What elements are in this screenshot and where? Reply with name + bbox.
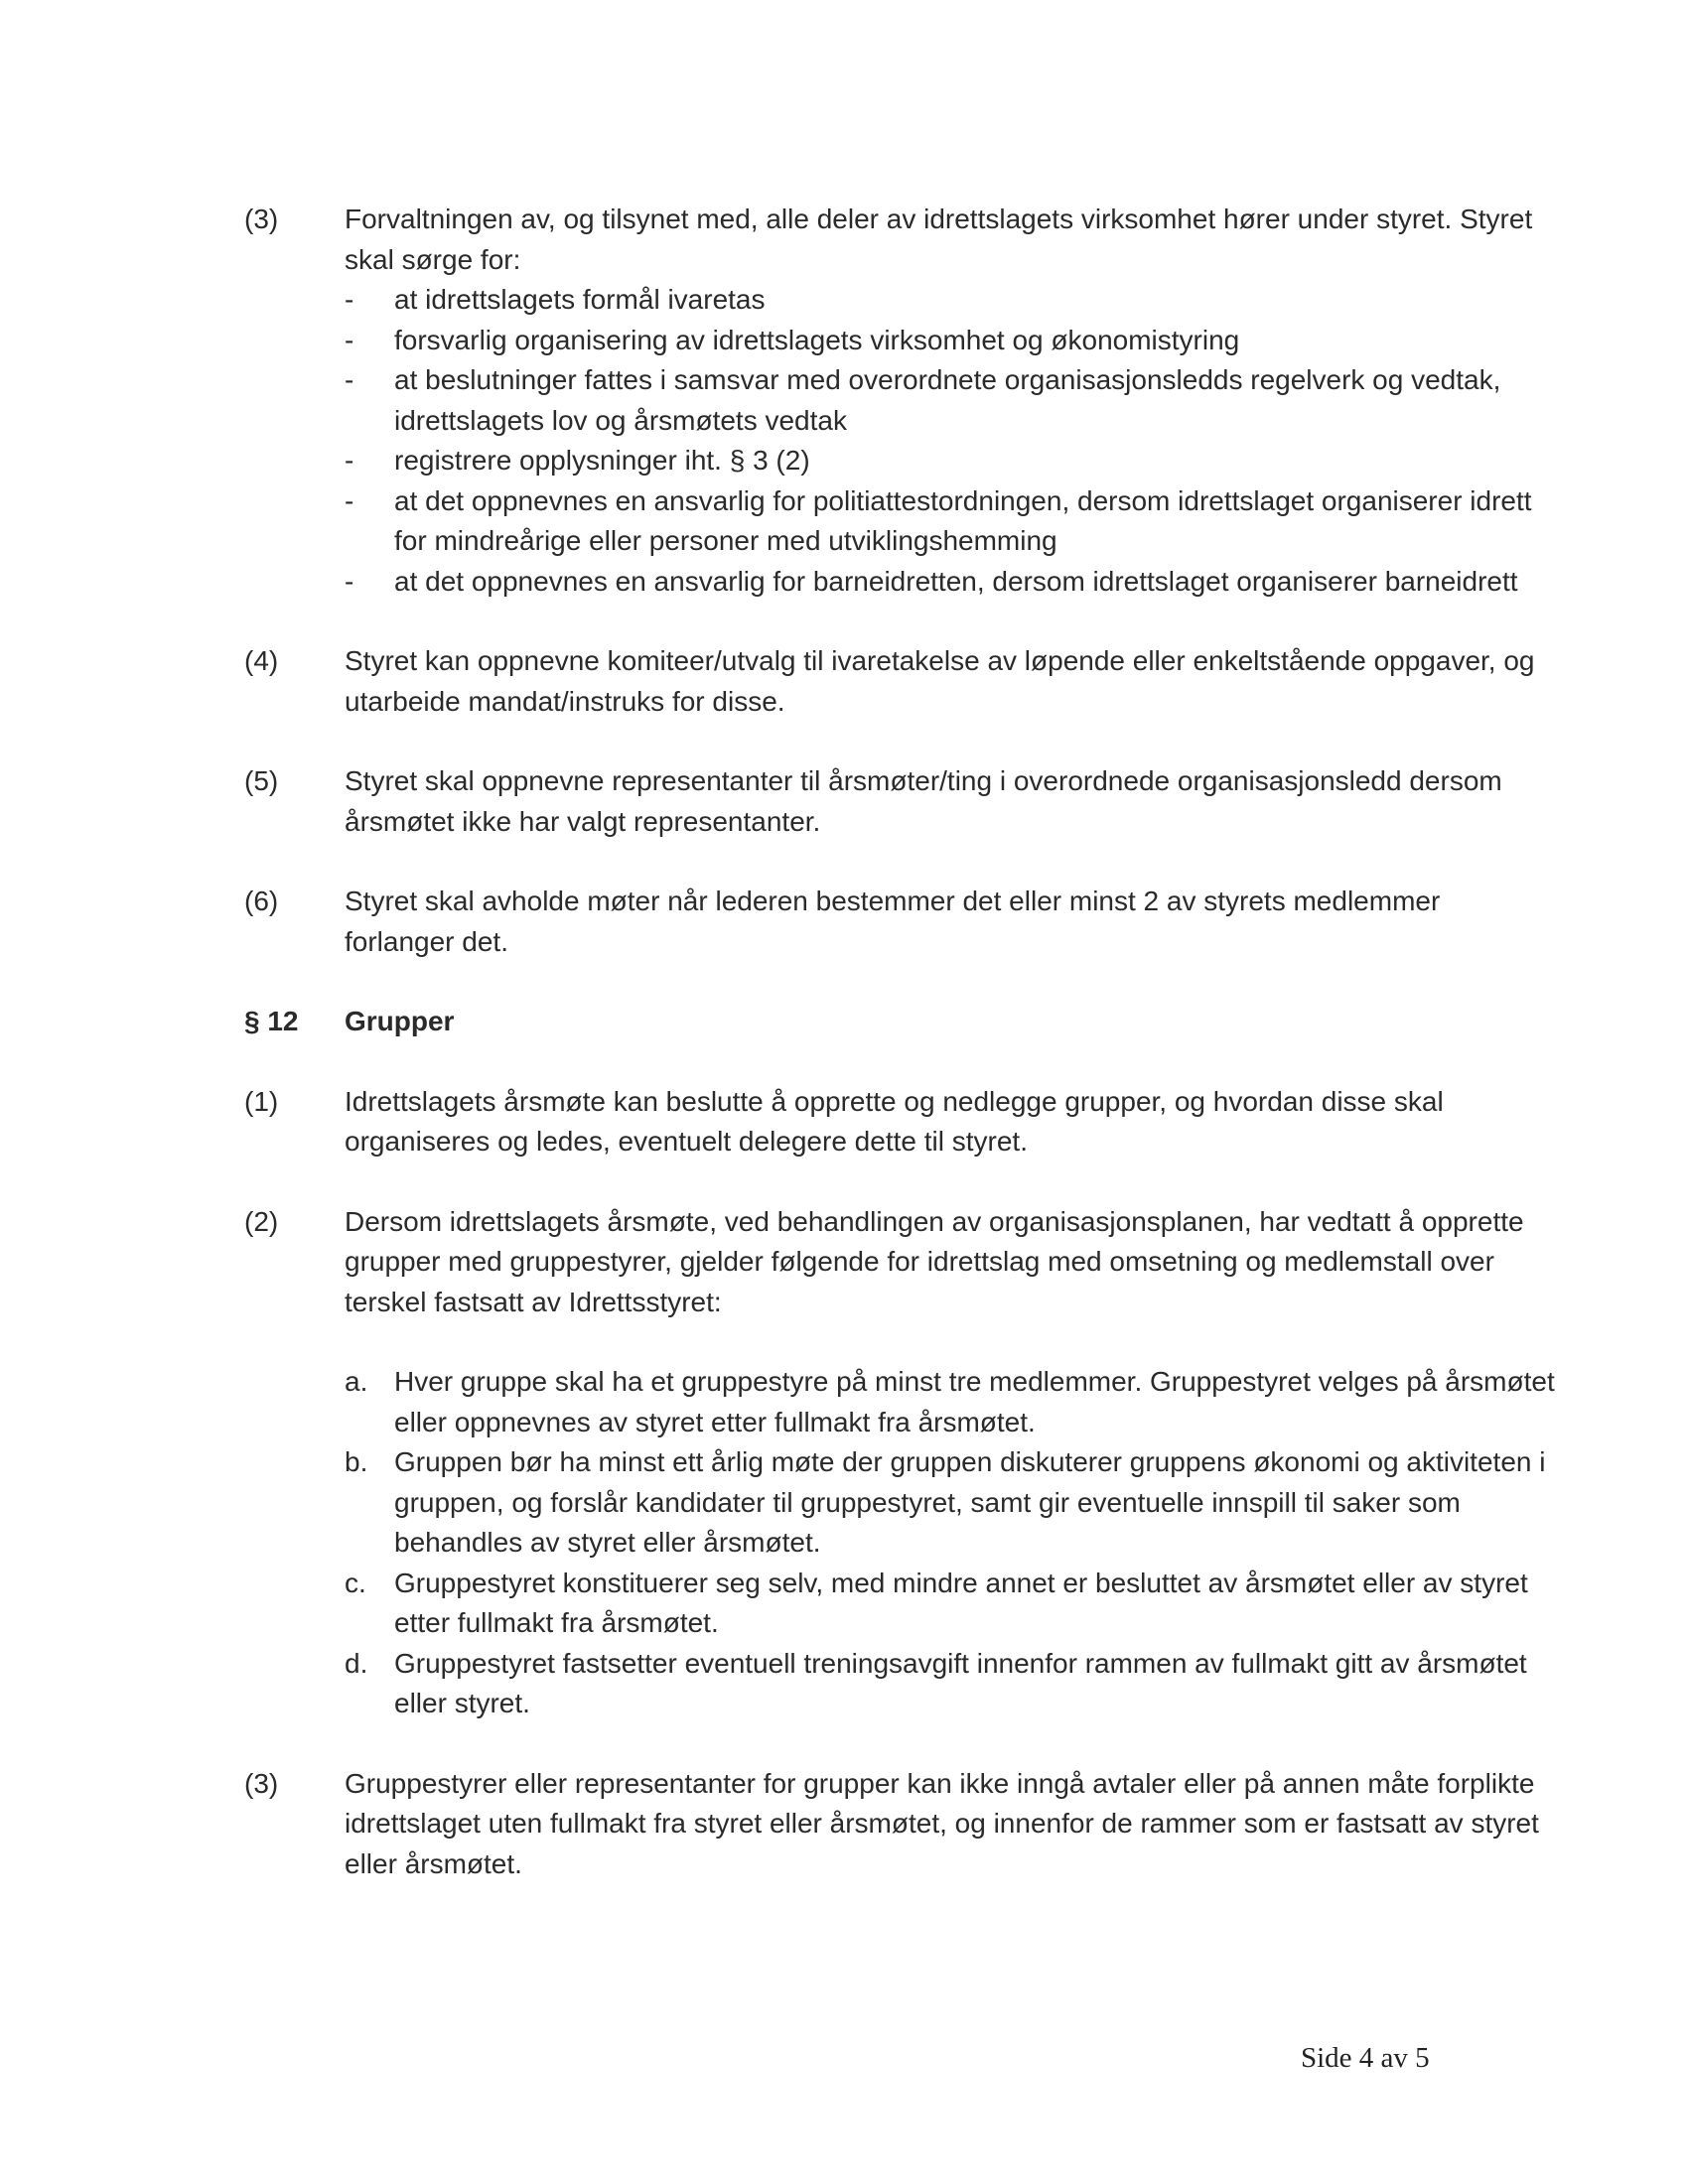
paragraph-number: (6) bbox=[244, 886, 279, 916]
paragraph-text: Styret kan oppnevne komiteer/utvalg til ivaretakelse av løpende eller enkeltstående oppgaver, og utarbeide mandat/instruks for disse. bbox=[345, 645, 1535, 717]
paragraph-number: (3) bbox=[244, 204, 279, 234]
letter-marker: a. bbox=[345, 1366, 368, 1397]
dash-marker: - bbox=[345, 565, 354, 597]
paragraph-text: Styret skal oppnevne representanter til årsmøter/ting i overordnede organisasjonsledd dersom årsmøtet ikke har valgt representanter. bbox=[345, 765, 1502, 837]
letter-marker: d. bbox=[345, 1647, 368, 1679]
list-item: a. Hver gruppe skal ha et gruppestyre på minst tre medlemmer. Gruppestyret velges på årsmøtet eller oppnevnes av styret etter fullmakt fra årsmøtet. bbox=[345, 1362, 1555, 1442]
paragraph-number: (1) bbox=[244, 1085, 279, 1117]
paragraph-4 bbox=[244, 641, 1555, 722]
group-rules-list bbox=[345, 1362, 1555, 1724]
dash-marker: - bbox=[345, 324, 354, 355]
dash-marker: - bbox=[345, 445, 354, 476]
section-number: § 12 bbox=[244, 1006, 299, 1036]
paragraph-text: Idrettslagets årsmøte kan beslutte å opprette og nedlegge grupper, og hvordan disse skal organiseres og ledes, eventuelt delegere dette til styret. bbox=[345, 1085, 1444, 1157]
paragraph-number: (2) bbox=[244, 1205, 279, 1237]
paragraph-text: Styret skal avholde møter når lederen bestemmer det eller minst 2 av styrets medlemmer forlanger det. bbox=[345, 886, 1441, 957]
dash-marker: - bbox=[345, 284, 354, 315]
paragraph-3 bbox=[244, 200, 1555, 602]
section-12-paragraph-3 bbox=[244, 1764, 1555, 1885]
page-number: Side 4 av 5 bbox=[1301, 2042, 1430, 2074]
list-item: d. Gruppestyret fastsetter eventuell treningsavgift innenfor rammen av fullmakt gitt av årsmøtet eller styret. bbox=[345, 1644, 1555, 1724]
paragraph-number: (4) bbox=[244, 645, 279, 676]
paragraph-text: Gruppestyrer eller representanter for grupper kan ikke inngå avtaler eller på annen måte forplikte idrettslaget uten fullmakt fra styret eller årsmøtet, og innenfor de rammer som er fastsatt av styret eller årsmøtet. bbox=[345, 1767, 1539, 1879]
list-item: - at det oppnevnes en ansvarlig for barneidretten, dersom idrettslaget organiserer barneidrett bbox=[345, 562, 1555, 603]
section-12-paragraph-1 bbox=[244, 1082, 1555, 1162]
dash-marker: - bbox=[345, 484, 354, 516]
paragraph-number: (3) bbox=[244, 1767, 279, 1799]
document-body bbox=[244, 200, 1555, 1884]
letter-marker: b. bbox=[345, 1446, 368, 1477]
paragraph-text: Forvaltningen av, og tilsynet med, alle deler av idrettslagets virksomhet hører under styret. Styret skal sørge for: bbox=[345, 204, 1533, 275]
list-item: - registrere opplysninger iht. § 3 (2) bbox=[345, 441, 1555, 481]
list-item: b. Gruppen bør ha minst ett årlig møte der gruppen diskuterer gruppens økonomi og aktiviteten i gruppen, og forslår kandidater til gruppestyret, samt gir eventuelle innspill til saker som behandles av styret eller årsmøtet. bbox=[345, 1442, 1555, 1564]
section-title: Grupper bbox=[345, 1006, 455, 1036]
paragraph-number: (5) bbox=[244, 765, 279, 796]
list-item: - at det oppnevnes en ansvarlig for politiattestordningen, dersom idrettslaget organiserer idrett for mindreårige eller personer med utviklingshemming bbox=[345, 481, 1555, 562]
list-item: c. Gruppestyret konstituerer seg selv, med mindre annet er besluttet av årsmøtet eller av styret etter fullmakt fra årsmøtet. bbox=[345, 1564, 1555, 1644]
letter-marker: c. bbox=[345, 1567, 366, 1598]
paragraph-6 bbox=[244, 882, 1555, 962]
list-item: - at idrettslagets formål ivaretas bbox=[345, 280, 1555, 321]
dash-marker: - bbox=[345, 364, 354, 395]
section-heading bbox=[244, 1002, 1555, 1042]
list-item: - forsvarlig organisering av idrettslagets virksomhet og økonomistyring bbox=[345, 321, 1555, 361]
section-12-paragraph-2 bbox=[244, 1202, 1555, 1724]
duty-list bbox=[345, 280, 1555, 602]
paragraph-text: Dersom idrettslagets årsmøte, ved behandlingen av organisasjonsplanen, har vedtatt å opprette grupper med gruppestyrer, gjelder følgende for idrettslag med omsetning og medlemstall over terskel fastsatt av Idrettsstyret: bbox=[345, 1205, 1524, 1317]
paragraph-5 bbox=[244, 761, 1555, 842]
list-item: - at beslutninger fattes i samsvar med overordnete organisasjonsledds regelverk og vedtak, idrettslagets lov og årsmøtets vedtak bbox=[345, 360, 1555, 441]
